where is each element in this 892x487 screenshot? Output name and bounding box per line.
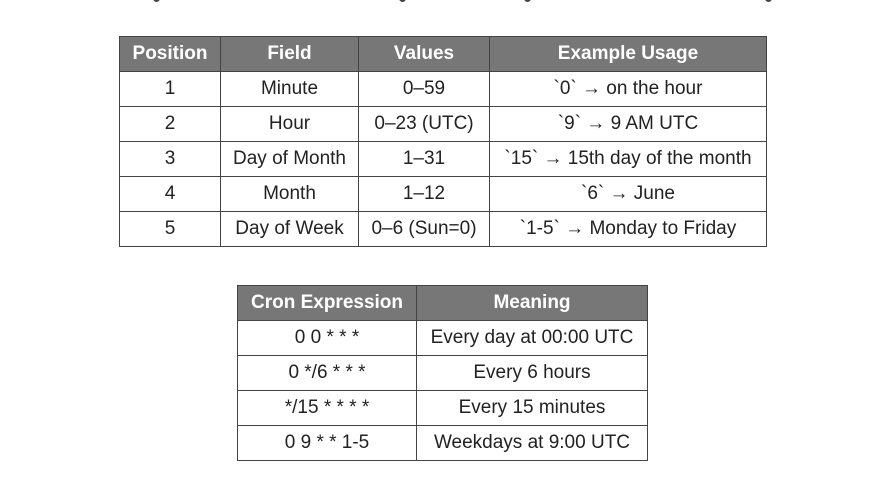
cell-field: Day of Week [221, 212, 359, 247]
cell-position: 2 [120, 107, 221, 142]
table-row [120, 72, 767, 107]
header-values: Values [359, 37, 490, 72]
cell-meaning: Every day at 00:00 UTC [417, 321, 648, 356]
header-position: Position [120, 37, 221, 72]
table-row [120, 212, 767, 247]
cron-examples-table [237, 285, 648, 461]
cell-meaning: Every 15 minutes [417, 391, 648, 426]
cell-expression: */15 * * * * [238, 391, 417, 426]
cell-values: 0–6 (Sun=0) [359, 212, 490, 247]
cell-expression: 0 9 * * 1-5 [238, 426, 417, 461]
cell-values: 1–12 [359, 177, 490, 212]
cell-example: `9` → 9 AM UTC [490, 107, 767, 142]
cell-values: 0–23 (UTC) [359, 107, 490, 142]
cell-field: Day of Month [221, 142, 359, 177]
table-row [120, 142, 767, 177]
table-row [238, 356, 648, 391]
cell-values: 0–59 [359, 72, 490, 107]
table-row [120, 177, 767, 212]
header-field: Field [221, 37, 359, 72]
cell-example: `15` → 15th day of the month [490, 142, 767, 177]
cron-fields-table [119, 36, 767, 247]
cell-position: 4 [120, 177, 221, 212]
cell-expression: 0 0 * * * [238, 321, 417, 356]
table-header-row [120, 37, 767, 72]
cell-example: `6` → June [490, 177, 767, 212]
cell-position: 3 [120, 142, 221, 177]
cell-values: 1–31 [359, 142, 490, 177]
cell-field: Month [221, 177, 359, 212]
cell-field: Minute [221, 72, 359, 107]
cell-example: `1-5` → Monday to Friday [490, 212, 767, 247]
header-example-usage: Example Usage [490, 37, 767, 72]
cell-meaning: Every 6 hours [417, 356, 648, 391]
cell-position: 1 [120, 72, 221, 107]
table-row [238, 321, 648, 356]
table-row [120, 107, 767, 142]
table-row [238, 426, 648, 461]
header-cron-expression: Cron Expression [238, 286, 417, 321]
header-meaning: Meaning [417, 286, 648, 321]
previous-content-fragment [0, 0, 892, 4]
cell-meaning: Weekdays at 9:00 UTC [417, 426, 648, 461]
cell-field: Hour [221, 107, 359, 142]
table-header-row [238, 286, 648, 321]
cell-example: `0` → on the hour [490, 72, 767, 107]
cell-expression: 0 */6 * * * [238, 356, 417, 391]
cell-position: 5 [120, 212, 221, 247]
table-row [238, 391, 648, 426]
